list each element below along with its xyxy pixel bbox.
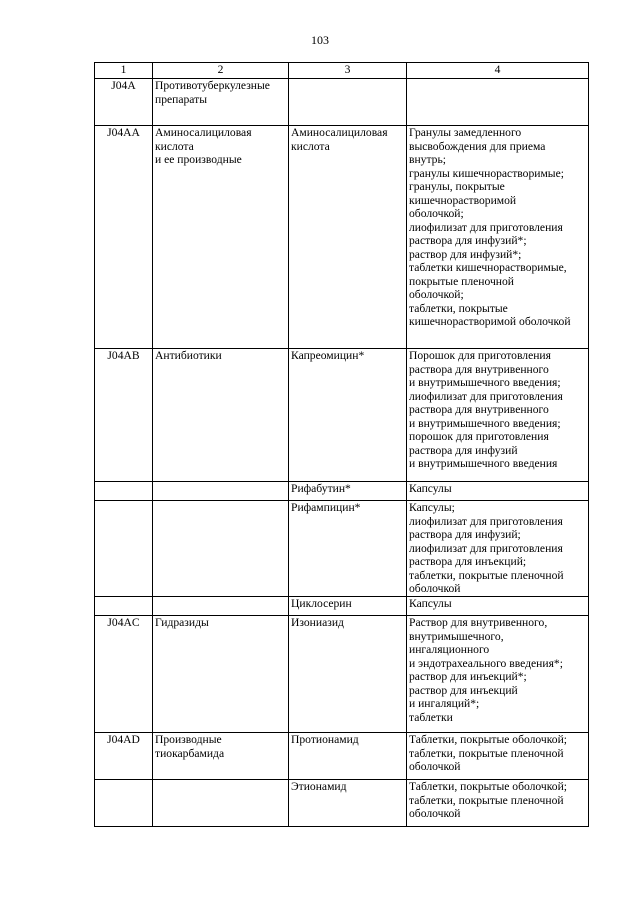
- table-row: [95, 482, 589, 501]
- drug-table: [94, 62, 589, 827]
- code-cell: J04AC: [95, 616, 153, 733]
- group-cell: Противотуберкулезные препараты: [153, 79, 289, 126]
- dosage-forms-cell: Капсулы: [407, 597, 589, 616]
- drug-name-cell: Капреомицин*: [289, 349, 407, 482]
- group-cell: Антибиотики: [153, 349, 289, 482]
- table-row: [95, 349, 589, 482]
- drug-name-cell: Аминосалициловая кислота: [289, 126, 407, 349]
- column-header: 3: [289, 63, 407, 79]
- table-row: [95, 126, 589, 349]
- table-row: [95, 597, 589, 616]
- code-cell: J04AA: [95, 126, 153, 349]
- drug-name-cell: [289, 79, 407, 126]
- column-header: 2: [153, 63, 289, 79]
- column-header: 4: [407, 63, 589, 79]
- code-cell: [95, 780, 153, 827]
- table-row: [95, 616, 589, 733]
- group-cell: [153, 780, 289, 827]
- code-cell: [95, 597, 153, 616]
- code-cell: J04AD: [95, 733, 153, 780]
- drug-name-cell: Рифабутин*: [289, 482, 407, 501]
- table-row: [95, 501, 589, 597]
- table-row: [95, 79, 589, 126]
- drug-name-cell: Протионамид: [289, 733, 407, 780]
- dosage-forms-cell: Гранулы замедленного высвобождения для приема внутрь; гранулы кишечнорастворимые; гранулы, покрытые кишечнорастворимой оболочкой; лиофилизат для приготовления раствора для инфузий*; раствор для инфузий*; таблетки кишечнорастворимые, покрытые пленочной оболочкой; таблетки, покрытые кишечнорастворимой оболочкой: [407, 126, 589, 349]
- table-row: [95, 780, 589, 827]
- page-number: 103: [311, 33, 329, 47]
- group-cell: [153, 482, 289, 501]
- code-cell: [95, 501, 153, 597]
- group-cell: Гидразиды: [153, 616, 289, 733]
- code-cell: J04A: [95, 79, 153, 126]
- dosage-forms-cell: Капсулы; лиофилизат для приготовления раствора для инфузий; лиофилизат для приготовления раствора для инъекций; таблетки, покрытые пленочной оболочкой: [407, 501, 589, 597]
- code-cell: J04AB: [95, 349, 153, 482]
- dosage-forms-cell: Таблетки, покрытые оболочкой; таблетки, покрытые пленочной оболочкой: [407, 780, 589, 827]
- table-header-row: [95, 63, 589, 79]
- dosage-forms-cell: Капсулы: [407, 482, 589, 501]
- code-cell: [95, 482, 153, 501]
- group-cell: Производные тиокарбамида: [153, 733, 289, 780]
- dosage-forms-cell: Раствор для внутривенного, внутримышечного, ингаляционного и эндотрахеального введения*; раствор для инъекций*; раствор для инъекций и ингаляций*; таблетки: [407, 616, 589, 733]
- drug-name-cell: Циклосерин: [289, 597, 407, 616]
- drug-name-cell: Изониазид: [289, 616, 407, 733]
- group-cell: [153, 501, 289, 597]
- group-cell: Аминосалициловая кислота и ее производные: [153, 126, 289, 349]
- column-header: 1: [95, 63, 153, 79]
- group-cell: [153, 597, 289, 616]
- drug-name-cell: Рифампицин*: [289, 501, 407, 597]
- table-row: [95, 733, 589, 780]
- dosage-forms-cell: Таблетки, покрытые оболочкой; таблетки, покрытые пленочной оболочкой: [407, 733, 589, 780]
- dosage-forms-cell: [407, 79, 589, 126]
- dosage-forms-cell: Порошок для приготовления раствора для внутривенного и внутримышечного введения; лиофилизат для приготовления раствора для внутривенного и внутримышечного введения; порошок для приготовления раствора для инфузий и внутримышечного введения: [407, 349, 589, 482]
- drug-name-cell: Этионамид: [289, 780, 407, 827]
